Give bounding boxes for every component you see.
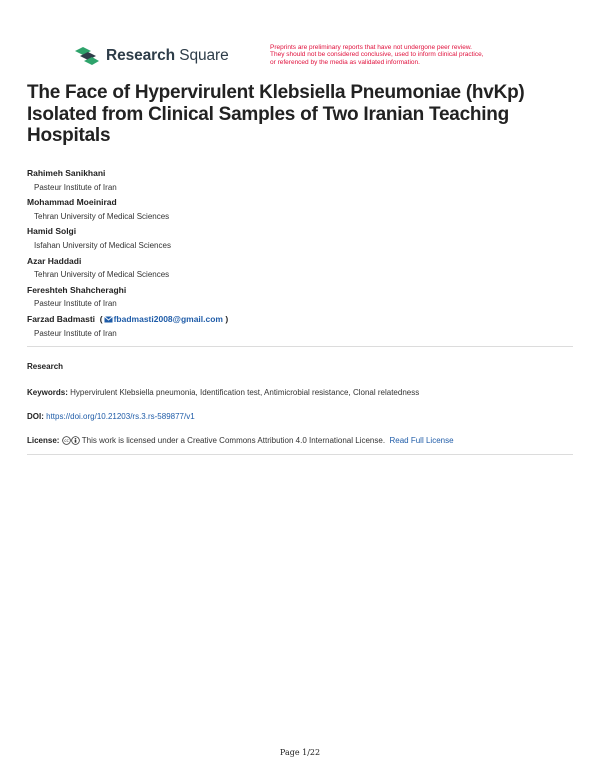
cc-icon <box>62 436 71 445</box>
author-name: Farzad Badmasti ( fbadmasti2008@gmail.com ) <box>27 313 229 324</box>
author-affiliation: Pasteur Institute of Iran <box>34 328 117 338</box>
author-name: Rahimeh Sanikhani <box>27 168 106 178</box>
author-affiliation: Tehran University of Medical Sciences <box>34 270 170 280</box>
research-square-logo-icon <box>74 46 100 66</box>
keywords-value: Hypervirulent Klebsiella pneumonia, Identification test, Antimicrobial resistance, Clonal relatedness <box>70 388 420 397</box>
license-label: License: <box>27 436 60 445</box>
divider <box>27 454 573 455</box>
author-name: Hamid Solgi <box>27 226 77 237</box>
corresponding-author-name: Farzad Badmasti <box>27 313 96 324</box>
page-number: Page 1/22 <box>279 748 321 757</box>
divider <box>27 346 573 347</box>
author-item <box>27 224 567 253</box>
author-item <box>27 254 567 283</box>
doi <box>27 412 195 421</box>
author-item <box>27 195 567 224</box>
read-full-license-link[interactable]: Read Full License <box>389 436 454 445</box>
author-email-link[interactable]: fbadmasti2008@gmail.com <box>113 313 223 324</box>
author-item <box>27 283 567 312</box>
author-affiliation: Tehran University of Medical Sciences <box>34 211 170 221</box>
doi-link[interactable]: https://doi.org/10.21203/rs.3.rs-589877/v1 <box>46 412 195 421</box>
author-name: Azar Haddadi <box>27 255 82 266</box>
author-name: Mohammad Moeinirad <box>27 197 117 208</box>
disclaimer-line: They should not be considered conclusive, used to inform clinical practice, <box>270 51 484 59</box>
corresponding-author <box>27 312 567 341</box>
doi-label: DOI: <box>27 412 44 421</box>
svg-text:cc: cc <box>63 438 69 444</box>
author-name: Fereshteh Shahcheraghi <box>27 284 127 295</box>
author-affiliation: Isfahan University of Medical Sciences <box>34 240 171 250</box>
author-affiliation: Pasteur Institute of Iran <box>34 299 117 309</box>
disclaimer-line: Preprints are preliminary reports that have not undergone peer review. <box>270 44 472 51</box>
article-type: Research <box>27 362 64 371</box>
author-affiliation: Pasteur Institute of Iran <box>34 182 117 192</box>
disclaimer-line: or referenced by the media as validated information. <box>270 58 420 66</box>
keywords <box>27 388 419 397</box>
logo-wordmark: Research Square <box>106 47 229 64</box>
by-icon <box>71 436 80 445</box>
author-item <box>27 166 567 195</box>
paper-title: The Face of Hypervirulent Klebsiella Pneumoniae (hvKp) Isolated from Clinical Samples of Two Iranian Teaching Hospitals <box>27 82 525 146</box>
license <box>27 436 454 445</box>
author-list <box>27 166 567 341</box>
keywords-label: Keywords: <box>27 388 68 397</box>
envelope-icon <box>104 316 113 323</box>
research-square-logo[interactable] <box>74 46 229 66</box>
preprint-disclaimer <box>270 44 550 66</box>
preprint-header <box>74 44 544 78</box>
license-text: This work is licensed under a Creative Commons Attribution 4.0 International License. <box>81 436 386 445</box>
